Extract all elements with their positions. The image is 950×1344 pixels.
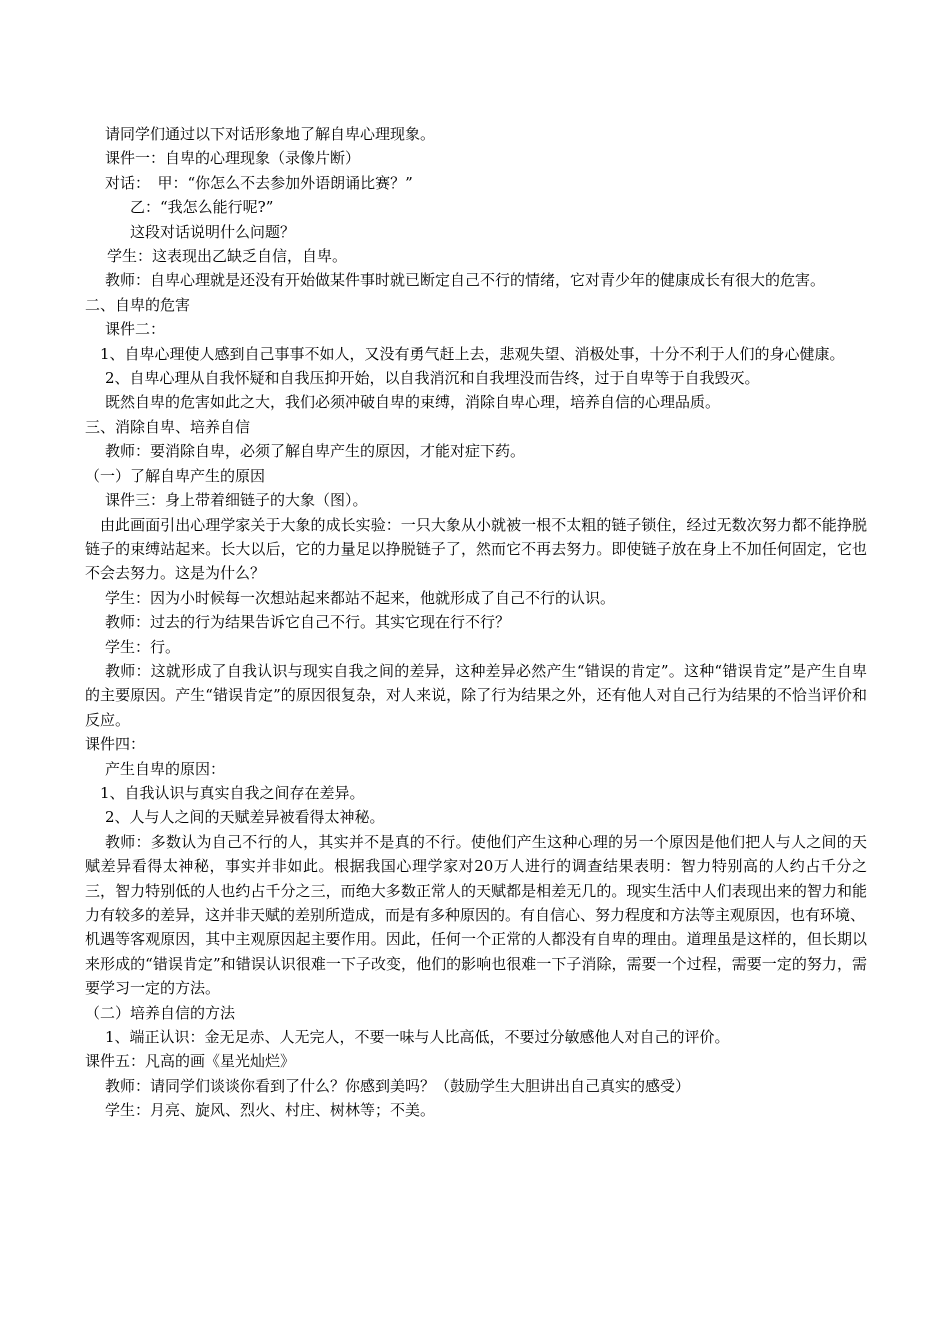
paragraph: 课件五：凡高的画《星光灿烂》 bbox=[85, 1052, 296, 1071]
paragraph: 教师：这就形成了自我认识与现实自我之间的差异，这种差异必然产生“错误的肯定”。这种“错误肯定”是产生自卑的主要原因。产生“错误肯定”的原因很复杂，对人来说，除了行为结果之外，还有他人对自己行为结果的不恰当评价和反应。 bbox=[85, 661, 867, 729]
paragraph: 这段对话说明什么问题？ bbox=[130, 222, 296, 241]
document-body bbox=[85, 122, 867, 1123]
paragraph: 课件二： bbox=[105, 320, 166, 339]
paragraph: 课件四： bbox=[85, 735, 146, 754]
list-item: 1、自卑心理使人感到自己事事不如人，又没有勇气赶上去，悲观失望、消极处事，十分不利于人们的身心健康。 bbox=[100, 344, 845, 363]
paragraph: 乙：“我怎么能行呢?” bbox=[130, 198, 274, 217]
subsection-heading: （一）了解自卑产生的原因 bbox=[85, 466, 266, 485]
list-item: 1、端正认识：金无足赤、人无完人，不要一味与人比高低，不要过分敏感他人对自己的评价。 bbox=[105, 1028, 730, 1047]
paragraph: 对话： 甲：“你怎么不去参加外语朗诵比赛？” bbox=[105, 173, 413, 192]
section-heading: 三、消除自卑、培养自信 bbox=[85, 417, 251, 436]
paragraph: 学生：因为小时候每一次想站起来都站不起来，他就形成了自己不行的认识。 bbox=[105, 588, 616, 607]
paragraph: 机遇等客观原因，其中主观原因起主要作用。因此，任何一个正常的人都没有自卑的理由。道理虽是这样的，但长期以来形成的“错误肯定”和错误认识很难一下子改变，他们的影响也很难一下子消除，需要一个过程，需要一定的努力，需要学习一定的方法。 bbox=[85, 930, 867, 998]
paragraph: 由此画面引出心理学家关于大象的成长实验：一只大象从小就被一根不太粗的链子锁住，经过无数次努力都不能挣脱链子的束缚站起来。长大以后，它的力量足以挣脱链子了，然而它不再去努力。即使链子放在身上不加任何固定，它也不会去努力。这是为什么？ bbox=[85, 515, 867, 583]
paragraph: 教师：多数认为自己不行的人，其实并不是真的不行。使他们产生这种心理的另一个原因是他们把人与人之间的天赋差异看得太神秘，事实并非如此。根据我国心理学家对20万人进行的调查结果表明：智力特别高的人约占千分之三，智力特别低的人也约占千分之三，而绝大多数正常人的天赋都是相差无几的。现实生活中人们表现出来的智力和能力有较多的差异，这并非天赋的差别所造成，而是有多种原因的。有自信心、努力程度和方法等主观原因，也有环境、 bbox=[85, 832, 867, 924]
paragraph: 学生：行。 bbox=[105, 637, 181, 656]
paragraph: 请同学们通过以下对话形象地了解自卑心理现象。 bbox=[105, 125, 436, 143]
paragraph: 产生自卑的原因： bbox=[105, 759, 226, 778]
paragraph: 教师：自卑心理就是还没有开始做某件事时就已断定自己不行的情绪，它对青少年的健康成长有很大的危害。 bbox=[105, 271, 826, 290]
list-item: 2、自卑心理从自我怀疑和自我压抑开始，以自我消沉和自我埋没而告终，过于自卑等于自我毁灭。 bbox=[105, 369, 760, 388]
section-heading: 二、自卑的危害 bbox=[85, 295, 191, 314]
paragraph: 教师：过去的行为结果告诉它自己不行。其实它现在行不行？ bbox=[105, 613, 511, 632]
subsection-heading: （二）培养自信的方法 bbox=[85, 1003, 236, 1022]
list-item: 2、人与人之间的天赋差异被看得太神秘。 bbox=[105, 808, 385, 827]
list-item: 1、自我认识与真实自我之间存在差异。 bbox=[100, 783, 365, 802]
paragraph: 教师：要消除自卑，必须了解自卑产生的原因，才能对症下药。 bbox=[105, 442, 526, 461]
paragraph: 课件三：身上带着细链子的大象（图）。 bbox=[105, 491, 368, 510]
paragraph: 既然自卑的危害如此之大，我们必须冲破自卑的束缚，消除自卑心理，培养自信的心理品质。 bbox=[105, 393, 721, 412]
paragraph: 课件一：自卑的心理现象（录像片断） bbox=[105, 149, 361, 168]
paragraph: 学生：月亮、旋风、烈火、村庄、树林等；不美。 bbox=[105, 1101, 436, 1120]
paragraph: 学生：这表现出乙缺乏自信，自卑。 bbox=[107, 247, 348, 266]
paragraph: 教师：请同学们谈谈你看到了什么？你感到美吗？（鼓励学生大胆讲出自己真实的感受） bbox=[105, 1076, 691, 1095]
